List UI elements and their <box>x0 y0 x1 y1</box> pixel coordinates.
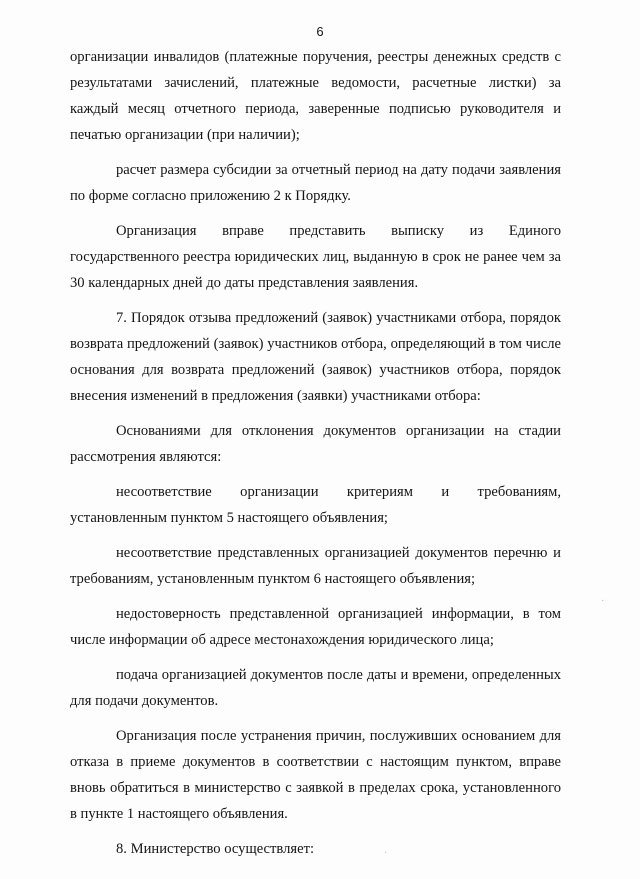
paragraph-section-7: 7. Порядок отзыва предложений (заявок) участниками отбора, порядок возврата предложений (заявок) участников отбора, определяющий в том числе основания для возврата предложений (заявок) участников отбора, порядок внесения изменений в предложения (заявки) участниками отбора: <box>70 310 561 404</box>
scan-speck: · <box>601 596 605 607</box>
paragraph-payment-documents: организации инвалидов (платежные поручения, реестры денежных средств с результатами зачислений, платежные ведомости, расчетные листки) за каждый месяц отчетного периода, заверенные подписью руководителя и печатью организации (при наличии); <box>70 49 561 143</box>
paragraph-resubmission: Организация после устранения причин, послуживших основанием для отказа в приеме документов в соответствии с настоящим пунктом, вправе вновь обратиться в министерство с заявкой в пределах срока, установленного в пункте 1 настоящего объявления. <box>70 728 561 822</box>
page-number: 6 <box>316 24 324 39</box>
list-item-inaccurate-info: недостоверность представленной организацией информации, в том числе информации об адресе местонахождения юридического лица; <box>70 606 561 648</box>
document-body <box>70 44 561 862</box>
paragraph-rejection-grounds: Основаниями для отклонения документов организации на стадии рассмотрения являются: <box>70 423 561 465</box>
list-item-criteria-mismatch: несоответствие организации критериям и требованиям, установленным пунктом 5 настоящего объявления; <box>70 484 561 526</box>
paragraph-section-8: 8. Министерство осуществляет: <box>116 841 314 857</box>
paragraph-subsidy-calculation: расчет размера субсидии за отчетный период на дату подачи заявления по форме согласно приложению 2 к Порядку. <box>70 162 561 204</box>
paragraph-registry-extract: Организация вправе представить выписку из Единого государственного реестра юридических лиц, выданную в срок не ранее чем за 30 календарных дней до даты представления заявления. <box>70 223 561 291</box>
list-item-late-submission: подача организацией документов после даты и времени, определенных для подачи документов. <box>70 667 561 709</box>
list-item-documents-mismatch: несоответствие представленных организацией документов перечню и требованиям, установленным пунктом 6 настоящего объявления; <box>70 545 561 587</box>
scan-speck: · <box>384 848 388 859</box>
